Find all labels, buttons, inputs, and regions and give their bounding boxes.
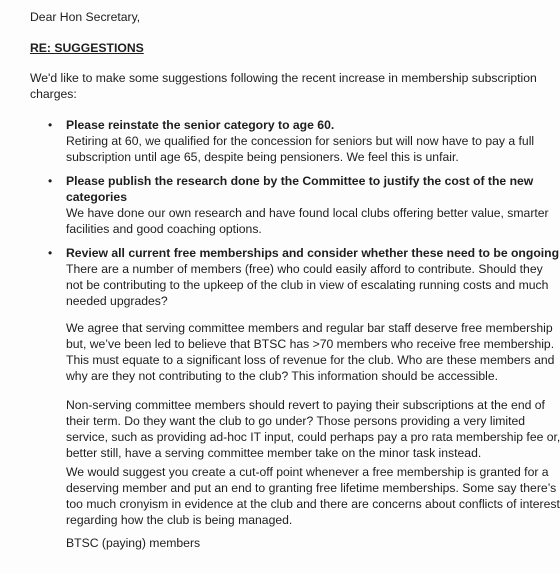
suggestion-item-3 <box>66 245 559 309</box>
paragraph-line: This must equate to a significant loss of revenue for the club. Who are these members and <box>66 353 555 367</box>
suggestion-item-1 <box>66 117 534 165</box>
paragraph-line: their term. Do they want the club to go under? Those persons providing a very limited <box>66 414 526 428</box>
salutation: Dear Hon Secretary, <box>30 10 141 24</box>
paragraph-line: too much cronyism in evidence at the club and there are concerns about conflicts of interest <box>66 497 560 511</box>
suggestion-title: categories <box>66 190 127 204</box>
suggestion-body-line: subscription until age 65, despite being pensioners. We feel this is unfair. <box>66 150 459 164</box>
paragraph-line: deserving member and put an end to granting free lifetime memberships. Some say there’s <box>66 481 557 495</box>
suggestion-item-2 <box>66 173 549 237</box>
suggestion-title: Please publish the research done by the Committee to justify the cost of the new <box>66 174 534 188</box>
paragraph-line: service, such as providing ad-hoc IT input, could perhaps pay a pro rata membership fee or, <box>66 430 560 444</box>
suggestion-body-line: not be contributing to the upkeep of the club in view of escalating running costs and much <box>66 278 549 292</box>
suggestion-body-line: needed upgrades? <box>66 294 168 308</box>
paragraph-line: We would suggest you create a cut-off point whenever a free membership is granted for a <box>66 465 549 479</box>
bullet-marker: • <box>48 174 53 188</box>
paragraph-line: better still, have a serving committee member take on the minor task instead. <box>66 446 482 460</box>
intro-line: charges: <box>30 87 77 101</box>
suggestion-title: Review all current free memberships and consider whether these need to be ongoing <box>66 246 560 260</box>
body-paragraph-3 <box>66 464 560 528</box>
suggestion-title: Please reinstate the senior category to age 60. <box>66 118 335 132</box>
paragraph-line: but, we’ve been led to believe that BTSC has >70 members who receive free membership. <box>66 337 555 351</box>
letter-heading: RE: SUGGESTIONS <box>30 41 144 55</box>
bullet-marker: • <box>48 118 53 132</box>
suggestion-body-line: Retiring at 60, we qualified for the concession for seniors but will now have to pay a full <box>66 134 535 148</box>
paragraph-line: We agree that serving committee members and regular bar staff deserve free membership <box>66 321 553 335</box>
intro-paragraph <box>30 70 537 102</box>
paragraph-line: why are they not contributing to the club? This information should be accessible. <box>66 369 499 383</box>
signoff: BTSC (paying) members <box>66 536 201 550</box>
bullet-marker: • <box>48 246 53 260</box>
body-paragraph-2 <box>66 397 560 461</box>
paragraph-line: regarding how the club is being managed. <box>66 513 293 527</box>
suggestion-body-line: We have done our own research and have found local clubs offering better value, smarter <box>66 206 549 220</box>
suggestion-body-line: facilities and good coaching options. <box>66 222 262 236</box>
suggestion-body-line: There are a number of members (free) who could easily afford to contribute. Should they <box>66 262 543 276</box>
paragraph-line: Non-serving committee members should revert to paying their subscriptions at the end of <box>66 398 545 412</box>
intro-line: We'd like to make some suggestions following the recent increase in membership subscription <box>30 71 537 85</box>
body-paragraph-1 <box>66 320 554 384</box>
